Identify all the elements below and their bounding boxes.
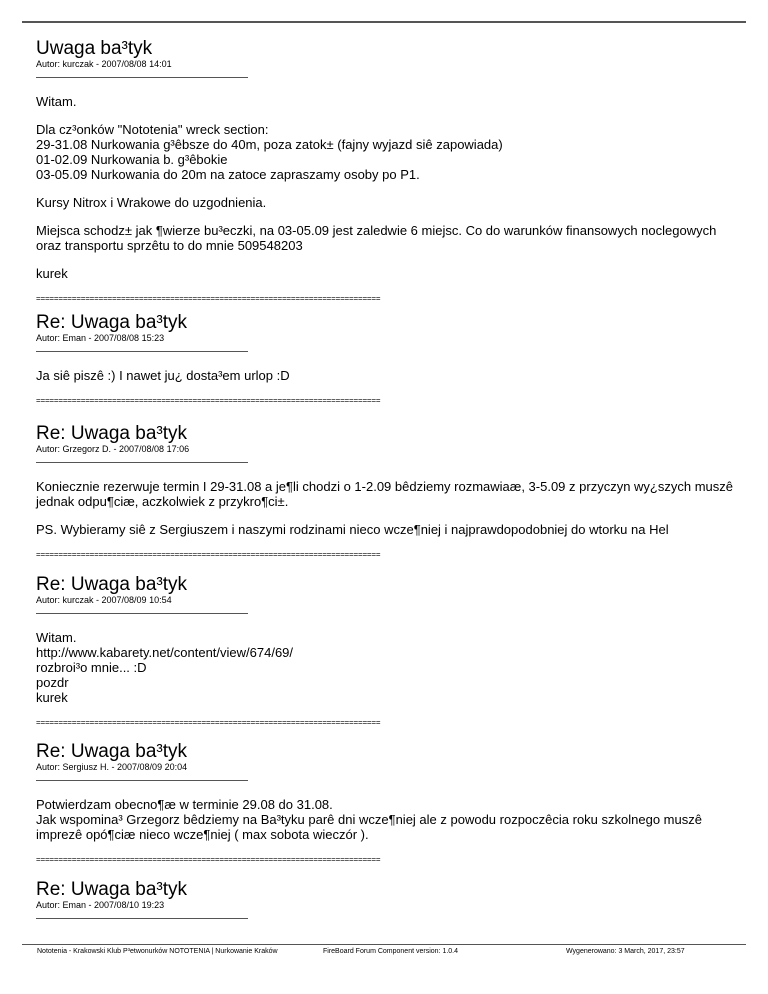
- forum-post: [36, 38, 736, 304]
- footer-component: FireBoard Forum Component version: 1.0.4: [323, 948, 459, 955]
- footer-rule: [22, 944, 746, 945]
- post-separator: =============================================================================: [36, 550, 381, 559]
- post-paragraph: Potwierdzam obecno¶æ w terminie 29.08 do 31.08. Jak wspomina³ Grzegorz bêdziemy na Ba³tyku parê dni wcze¶niej ale z powodu rozpoczêcia roku szkolnego muszê imprezê opó¶ciæ nieco wcze¶niej ( max sobota wieczór ).: [36, 797, 702, 842]
- post-paragraph: Dla cz³onków "Nototenia" wreck section: 29-31.08 Nurkowania g³êbsze do 40m, poza zatok± (fajny wyjazd siê zapowiada) 01-02.09 Nurkowania b. g³êbokie 03-05.09 Nurkowania do 20m na zatoce zapraszamy osoby po P1.: [36, 122, 503, 182]
- post-meta: Autor: kurczak - 2007/08/08 14:01: [36, 59, 172, 69]
- post-title: Re: Uwaga ba³tyk: [36, 312, 188, 333]
- post-meta: Autor: Sergiusz H. - 2007/08/09 20:04: [36, 762, 188, 772]
- post-paragraph: Miejsca schodz± jak ¶wierze bu³eczki, na 03-05.09 jest zaledwie 6 miejsc. Co do warunków finansowych noclegowych oraz transportu sprzêtu to do mnie 509548203: [36, 223, 720, 253]
- post-paragraph: Koniecznie rezerwuje termin I 29-31.08 a je¶li chodzi o 1-2.09 bêdziemy rozmawiaæ, 3-5.09 z przyczyn wy¿szych muszê jednak odpu¶ciæ, aczkolwiek z przykro¶ci±.: [36, 479, 737, 509]
- post-divider: [36, 351, 248, 352]
- post-separator: =============================================================================: [36, 855, 381, 864]
- post-divider: [36, 462, 248, 463]
- post-separator: =============================================================================: [36, 294, 381, 303]
- post-meta: Autor: kurczak - 2007/08/09 10:54: [36, 595, 172, 605]
- post-body: [36, 94, 736, 281]
- post-title: Re: Uwaga ba³tyk: [36, 879, 188, 900]
- post-meta: Autor: Eman - 2007/08/10 19:23: [36, 900, 165, 910]
- post-paragraph: kurek: [36, 266, 68, 281]
- post-paragraph: Witam.: [36, 94, 77, 109]
- post-title: Re: Uwaga ba³tyk: [36, 741, 188, 762]
- footer-generated: Wygenerowano: 3 March, 2017, 23:57: [566, 948, 685, 955]
- forum-post: [36, 879, 736, 919]
- post-body: [36, 797, 736, 842]
- post-divider: [36, 918, 248, 919]
- post-body: [36, 368, 736, 383]
- post-divider: [36, 780, 248, 781]
- top-rule: [22, 21, 746, 23]
- post-meta: Autor: Grzegorz D. - 2007/08/08 17:06: [36, 444, 190, 454]
- forum-post: [36, 312, 736, 406]
- post-divider: [36, 77, 248, 78]
- post-meta: Autor: Eman - 2007/08/08 15:23: [36, 333, 165, 343]
- post-body: [36, 630, 736, 705]
- post-title: Re: Uwaga ba³tyk: [36, 423, 188, 444]
- forum-post: [36, 574, 736, 728]
- post-title: Re: Uwaga ba³tyk: [36, 574, 188, 595]
- post-title: Uwaga ba³tyk: [36, 38, 153, 59]
- forum-post: [36, 423, 736, 560]
- post-body: [36, 479, 736, 537]
- post-paragraph: Ja siê piszê :) I nawet ju¿ dosta³em urlop :D: [36, 368, 290, 383]
- post-paragraph: Kursy Nitrox i Wrakowe do uzgodnienia.: [36, 195, 267, 210]
- footer-site: Nototenia - Krakowski Klub P³etwonurków NOTOTENIA | Nurkowanie Kraków: [37, 948, 278, 955]
- forum-post: [36, 741, 736, 865]
- post-separator: =============================================================================: [36, 396, 381, 405]
- post-divider: [36, 613, 248, 614]
- post-separator: =============================================================================: [36, 718, 381, 727]
- post-paragraph: Witam. http://www.kabarety.net/content/view/674/69/ rozbroi³o mnie... :D pozdr kurek: [36, 630, 294, 705]
- post-paragraph: PS. Wybieramy siê z Sergiuszem i naszymi rodzinami nieco wcze¶niej i najprawdopodobniej do wtorku na Hel: [36, 522, 669, 537]
